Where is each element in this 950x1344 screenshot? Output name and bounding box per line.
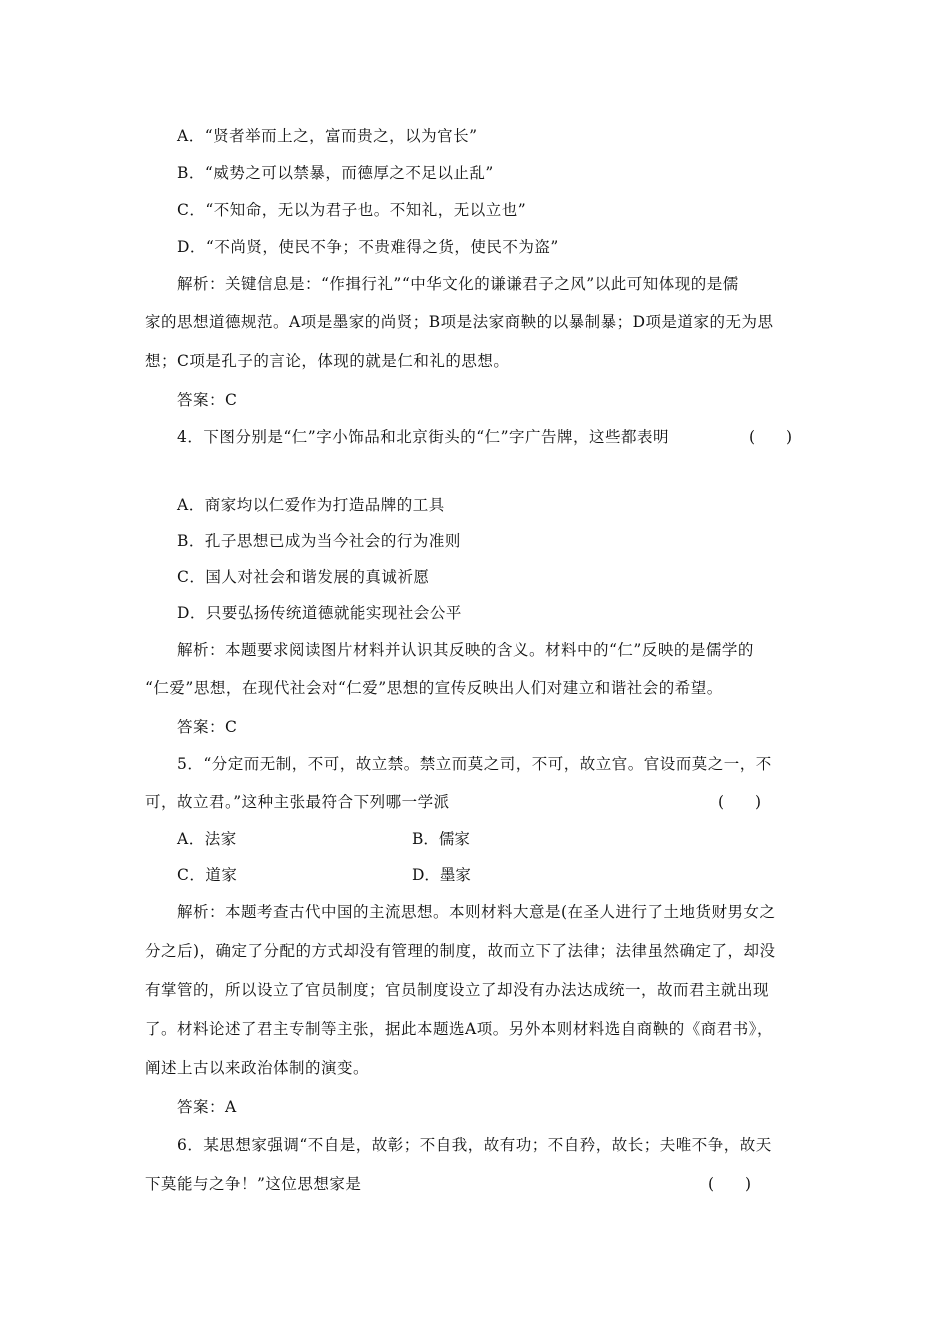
q5-option-b: B．儒家	[412, 830, 470, 848]
q3-answer: 答案：C	[177, 391, 238, 409]
q5-analysis-line: 了。材料论述了君主专制等主张，据此本题选A项。另外本则材料选自商鞅的《商君书》，	[145, 1020, 773, 1038]
q4-stem: 4．下图分别是“仁”字小饰品和北京街头的“仁”字广告牌，这些都表明	[177, 428, 670, 446]
q4-answer-paren: ( )	[749, 428, 793, 446]
q5-answer-paren: ( )	[718, 793, 762, 811]
q4-analysis-line: “仁爱”思想，在现代社会对“仁爱”思想的宣传反映出人们对建立和谐社会的希望。	[145, 679, 723, 697]
q6-stem-line: 下莫能与之争！”这位思想家是	[145, 1175, 362, 1193]
q5-option-a: A．法家	[177, 830, 237, 848]
q4-option-b: B．孔子思想已成为当今社会的行为准则	[177, 532, 461, 550]
q5-analysis-line: 解析：本题考查古代中国的主流思想。本则材料大意是(在圣人进行了土地货财男女之	[177, 903, 776, 921]
q5-option-row	[177, 828, 842, 850]
q5-analysis-line: 阐述上古以来政治体制的演变。	[145, 1059, 370, 1077]
q4-analysis-line: 解析：本题要求阅读图片材料并认识其反映的含义。材料中的“仁”反映的是儒学的	[177, 641, 754, 659]
q5-analysis-line: 分之后)，确定了分配的方式却没有管理的制度，故而立下了法律；法律虽然确定了，却没	[145, 942, 776, 960]
q5-stem-line: 可，故立君。”这种主张最符合下列哪一学派	[145, 793, 450, 811]
q3-option-c: C．“不知命，无以为君子也。不知礼，无以立也”	[177, 201, 527, 219]
q5-option-c: C．道家	[177, 866, 238, 884]
q4-option-a: A．商家均以仁爱作为打造品牌的工具	[177, 496, 445, 514]
q5-answer: 答案：A	[177, 1098, 237, 1116]
q4-answer: 答案：C	[177, 718, 238, 736]
q5-analysis-line: 有掌管的，所以设立了官员制度；官员制度设立了却没有办法达成统一，故而君主就出现	[145, 981, 770, 999]
q6-stem-line: 6．某思想家强调“不自是，故彰；不自我，故有功；不自矜，故长；夫唯不争，故天	[177, 1136, 772, 1154]
q3-analysis-line: 家的思想道德规范。A项是墨家的尚贤；B项是法家商鞅的以暴制暴；D项是道家的无为思	[145, 313, 774, 331]
q5-option-row	[177, 864, 842, 886]
q3-option-d: D．“不尚贤，使民不争；不贵难得之货，使民不为盗”	[177, 238, 559, 256]
q5-option-d: D．墨家	[412, 866, 471, 884]
q3-option-b: B．“威势之可以禁暴，而德厚之不足以止乱”	[177, 164, 494, 182]
q5-stem-line: 5．“分定而无制，不可，故立禁。禁立而莫之司，不可，故立官。官设而莫之一，不	[177, 755, 772, 773]
q4-option-d: D．只要弘扬传统道德就能实现社会公平	[177, 604, 462, 622]
q6-answer-paren: ( )	[708, 1175, 752, 1193]
q4-option-c: C．国人对社会和谐发展的真诚祈愿	[177, 568, 430, 586]
q3-analysis-line: 解析：关键信息是：“作揖行礼”“中华文化的谦谦君子之风”以此可知体现的是儒	[177, 275, 739, 293]
q3-option-a: A．“贤者举而上之，富而贵之，以为官长”	[177, 127, 478, 145]
q3-analysis-line: 想；C项是孔子的言论，体现的就是仁和礼的思想。	[145, 352, 510, 370]
